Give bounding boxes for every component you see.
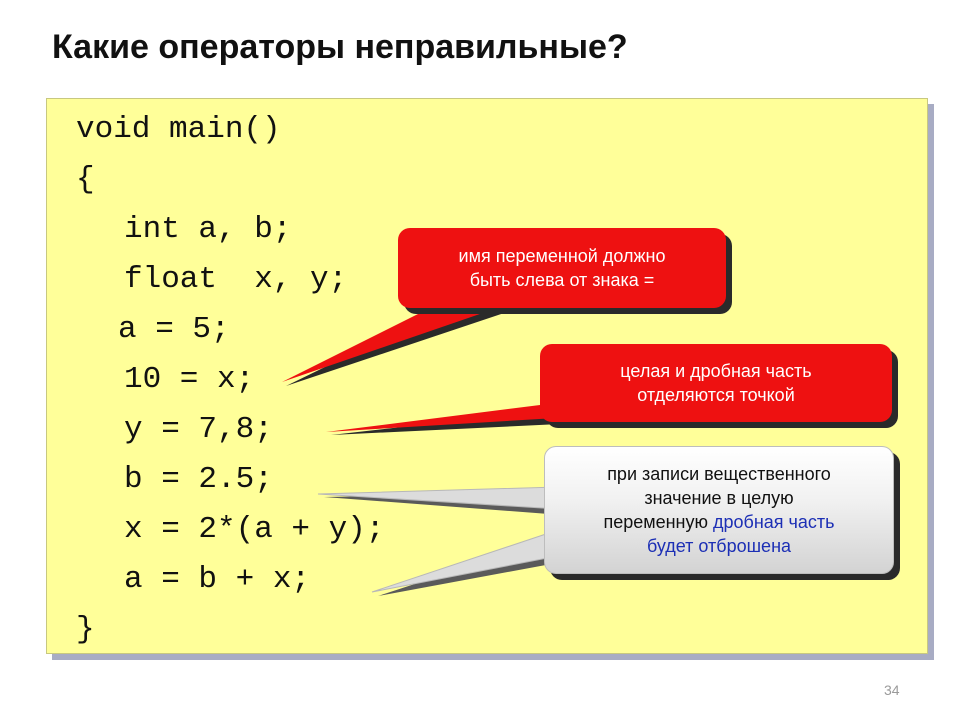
callout-truncation-line-3-accent: дробная часть [713,512,835,532]
pointer-assignment [282,305,506,382]
callout-truncation-line-2: значение в целую [644,488,794,508]
pointer-truncation-a [372,530,558,592]
callout-assignment-line-1: имя переменной должно [458,246,666,266]
code-line-void-main: void main() [76,112,281,147]
code-line-a-assign-b-plus-x: a = b + x; [124,562,311,597]
code-line-float-declaration: float x, y; [124,262,348,297]
page-number: 34 [884,682,900,698]
callout-decimal [540,344,892,422]
callout-assignment-line-2: быть слева от знака = [469,270,655,290]
callout-assignment [398,228,726,308]
code-line-a-assign-5: a = 5; [118,312,230,347]
callout-decimal-line-2: отделяются точкой [637,385,795,405]
code-line-x-assign-expression: x = 2*(a + y); [124,512,385,547]
code-line-b-assign-2-5: b = 2.5; [124,462,273,497]
callout-truncation-line-4: будет отброшена [646,536,792,556]
code-line-int-declaration: int a, b; [124,212,292,247]
code-line-10-assign-x: 10 = x; [124,362,255,397]
code-line-y-assign-7-8: y = 7,8; [124,412,273,447]
callout-truncation [544,446,894,574]
callout-truncation-line-3 [603,510,834,534]
callout-truncation-line-3-plain: переменную [603,512,713,532]
slide-title: Какие операторы неправильные? [52,28,628,66]
code-line-open-brace: { [76,162,95,197]
callout-decimal-line-1: целая и дробная часть [620,361,812,381]
pointer-assignment-shadow [286,311,510,386]
code-line-close-brace: } [76,612,95,647]
callout-truncation-line-1: при записи вещественного [607,464,831,484]
